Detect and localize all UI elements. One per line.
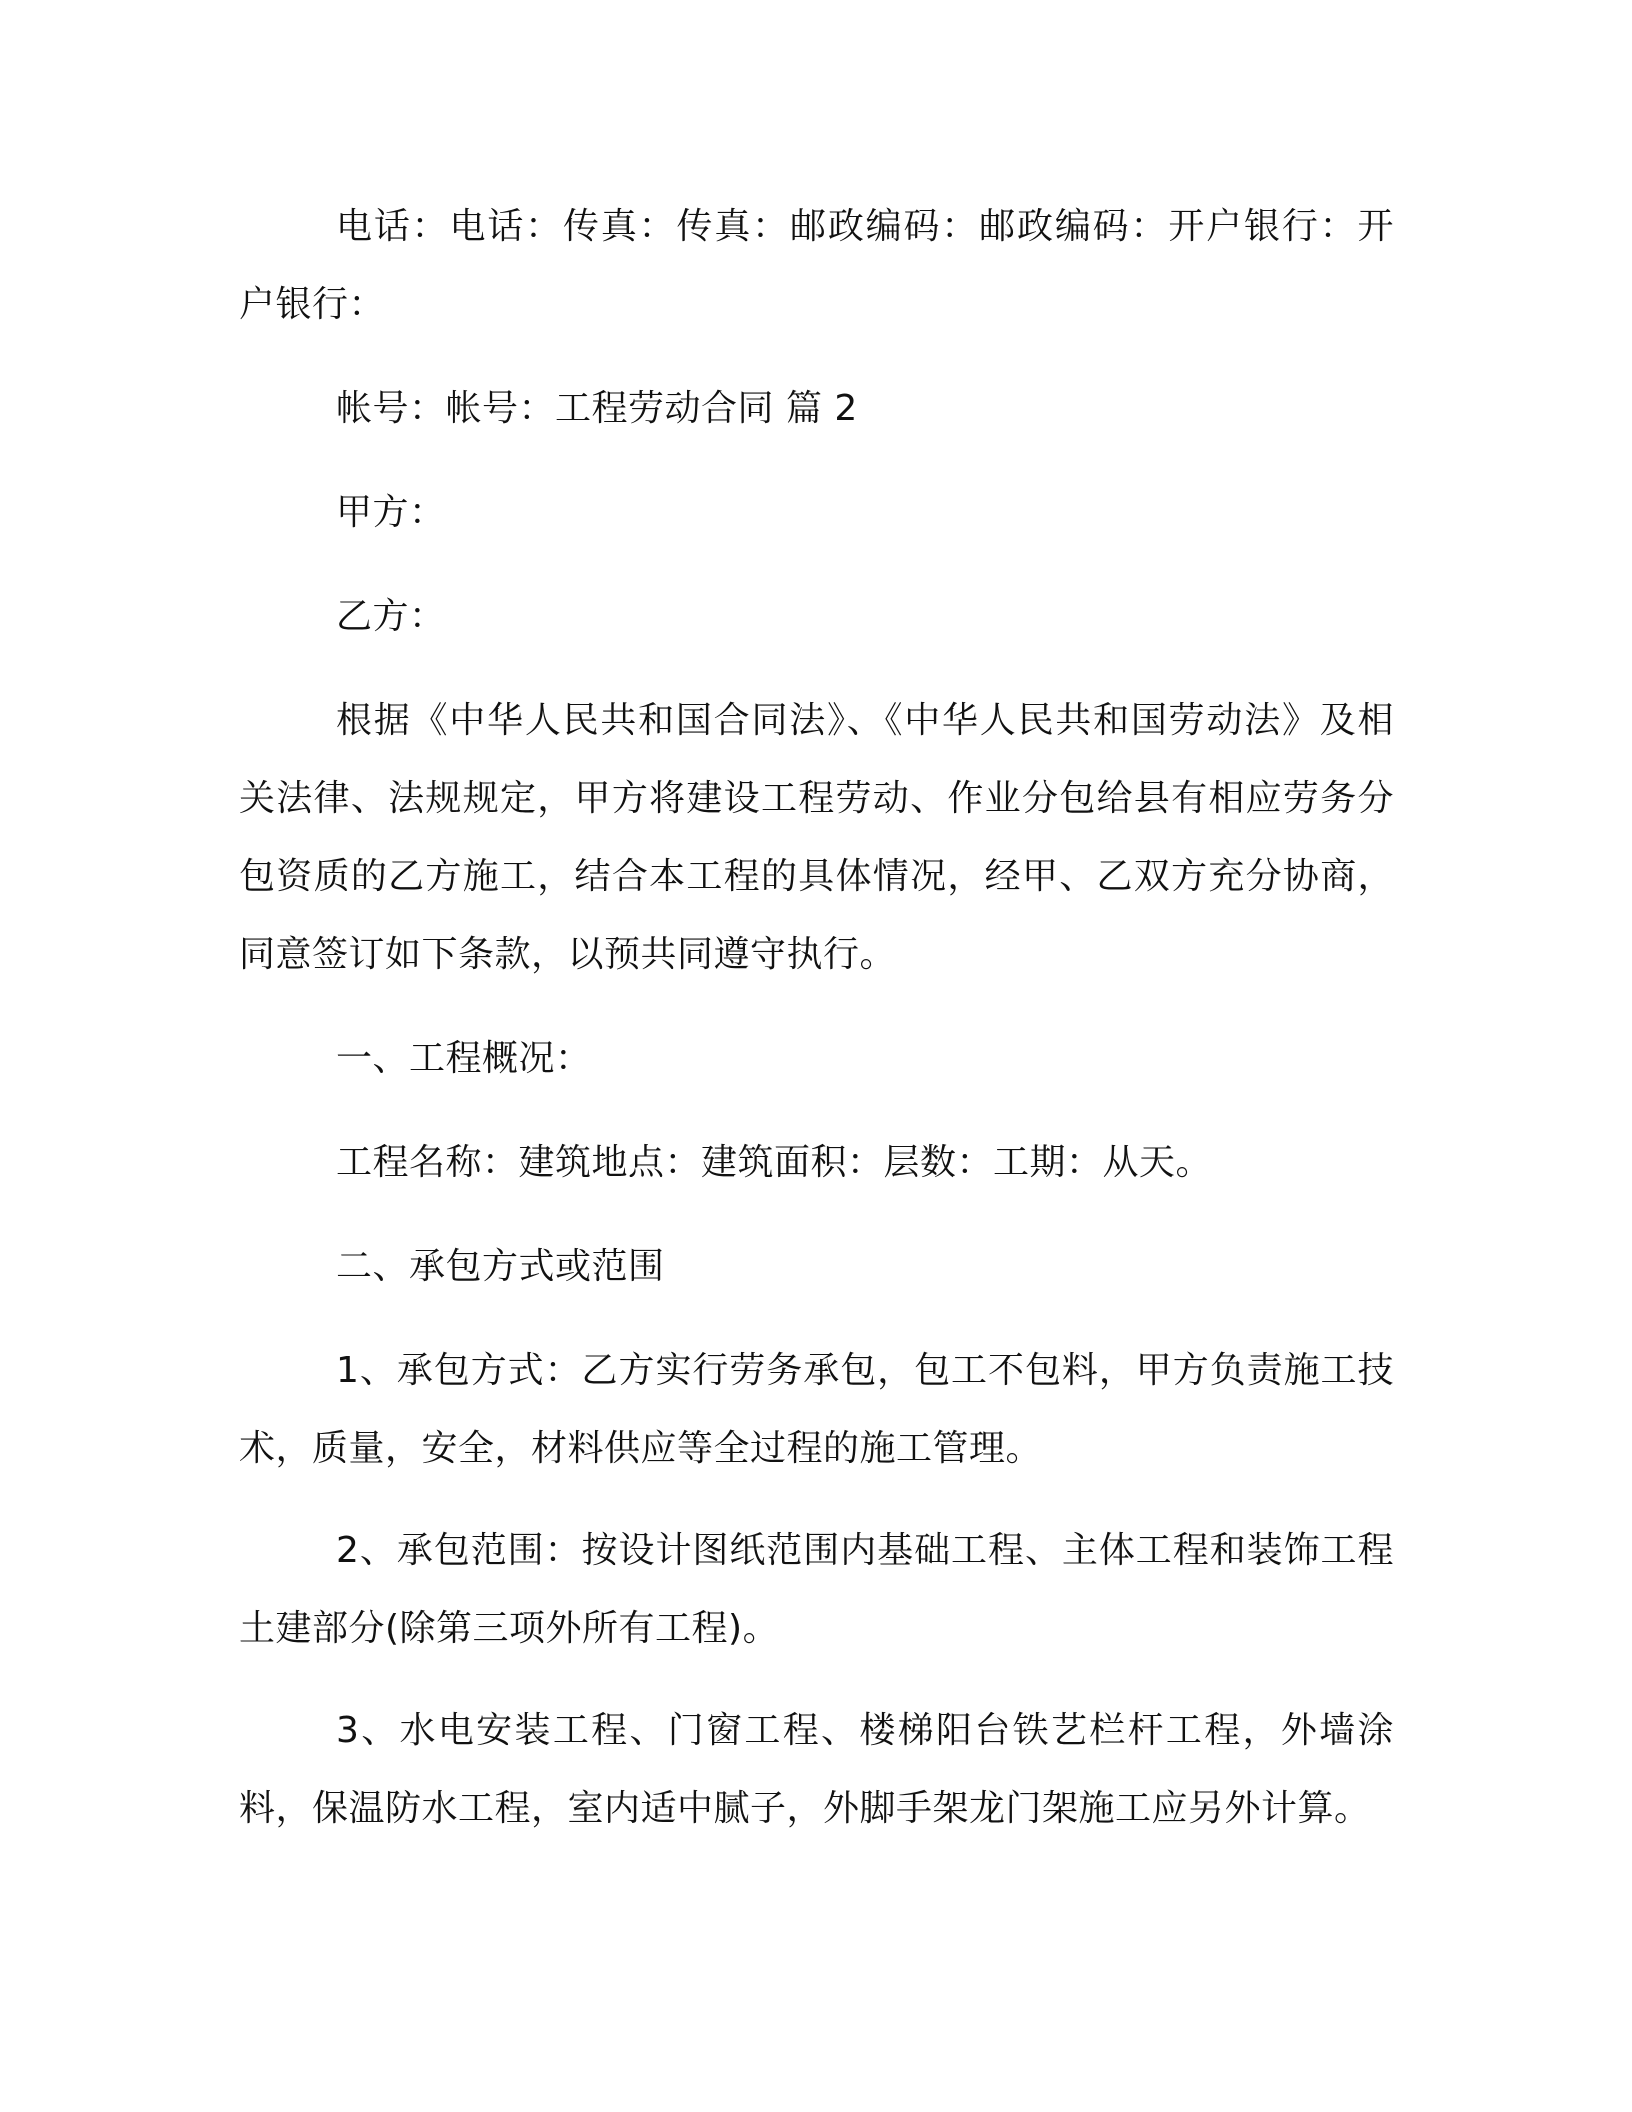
preamble-paragraph: 根据《中华人民共和国合同法》、《中华人民共和国劳动法》及相关法律、法规规定，甲方将建设工程劳动、作业分包给县有相应劳务分包资质的乙方施工，结合本工程的具体情况，经甲、乙双方充分协商，同意签订如下条款，以预共同遵守执行。 [239,700,1394,975]
clause-1-paragraph: 1、承包方式：乙方实行劳务承包，包工不包料，甲方负责施工技术，质量，安全，材料供应等全过程的施工管理。 [239,1350,1394,1469]
account-and-title-paragraph: 帐号：帐号：工程劳动合同 篇 2 [336,388,858,429]
document-body [239,188,1394,1848]
clause-3-paragraph: 3、水电安装工程、门窗工程、楼梯阳台铁艺栏杆工程，外墙涂料，保温防水工程，室内适中腻子，外脚手架龙门架施工应另外计算。 [239,1710,1394,1829]
section-heading-project-overview: 一、工程概况： [336,1038,592,1079]
project-details-paragraph: 工程名称：建筑地点：建筑面积：层数：工期：从天。 [336,1142,1213,1183]
contact-info-paragraph: 电话：电话：传真：传真：邮政编码：邮政编码：开户银行：开户银行： [239,206,1394,325]
section-heading-contract-scope: 二、承包方式或范围 [336,1246,665,1287]
clause-2-paragraph: 2、承包范围：按设计图纸范围内基础工程、主体工程和装饰工程土建部分(除第三项外所有工程)。 [239,1530,1394,1649]
party-a-label: 甲方： [336,492,446,533]
party-b-label: 乙方： [336,596,446,637]
